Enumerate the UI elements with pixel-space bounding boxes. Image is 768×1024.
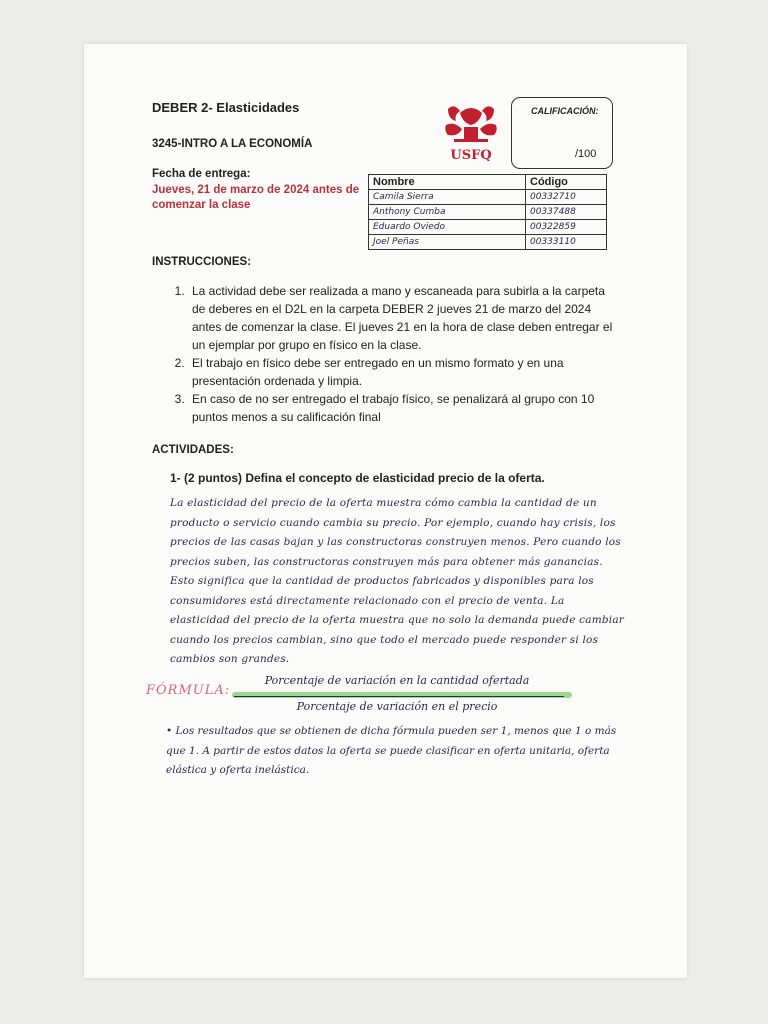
usfq-logo: [440, 103, 502, 167]
formula-label: FÓRMULA:: [146, 683, 231, 698]
student-code: 00322859: [526, 220, 607, 235]
table-row: [369, 220, 607, 235]
activities-heading: ACTIVIDADES:: [152, 444, 234, 456]
student-name: Eduardo Oviedo: [369, 220, 526, 235]
student-name: Anthony Cumba: [369, 205, 526, 220]
fraction-bar: [234, 696, 564, 697]
handwritten-results: • Los resultados que se obtienen de dicha fórmula pueden ser 1, menos que 1 o más que 1. A partir de estos datos la oferta se puede clasificar en oferta unitaria, oferta elástica y oferta inelástica.: [166, 725, 617, 776]
student-roster-table: [368, 174, 607, 250]
table-row: [369, 235, 607, 250]
student-name: Joel Peñas: [369, 235, 526, 250]
due-date-label: Fecha de entrega:: [152, 168, 251, 180]
due-date-value: Jueves, 21 de marzo de 2024 antes de comenzar la clase: [152, 184, 360, 211]
grade-value: /100: [575, 148, 597, 160]
formula-denominator: Porcentaje de variación en el precio: [296, 700, 498, 713]
document-title: DEBER 2- Elasticidades: [152, 100, 300, 115]
student-code: 00333110: [526, 235, 607, 250]
question-1: 1- (2 puntos) Defina el concepto de elasticidad precio de la oferta.: [170, 471, 545, 485]
grade-label: CALIFICACIÓN:: [531, 106, 599, 116]
student-code: 00332710: [526, 190, 607, 205]
table-row: [369, 205, 607, 220]
course-name: 3245-INTRO A LA ECONOMÍA: [152, 138, 313, 150]
header-code: Código: [526, 175, 607, 190]
student-code: 00337488: [526, 205, 607, 220]
instruction-item: 1. La actividad debe ser realizada a mano y escaneada para subirla a la carpeta de deberes en el D2L en la carpeta DEBER 2 jueves 21 de marzo del 2024 antes de comenzar la clase. El jueves 21 en la hora de clase deben entregar el un ejemplar por grupo en físico en la clase.: [188, 282, 618, 354]
header-name: Nombre: [369, 175, 526, 190]
table-row: [369, 190, 607, 205]
instruction-item: 3. En caso de no ser entregado el trabajo físico, se penalizará al grupo con 10 puntos menos a su calificación final: [188, 390, 618, 426]
instructions-heading: INSTRUCCIONES:: [152, 256, 252, 268]
handwritten-answer-1: La elasticidad del precio de la oferta muestra cómo cambia la cantidad de un producto o servicio cuando cambia su precio. Por ejemplo, cuando hay crisis, los precios de las casas bajan y las constructoras construyen menos. Pero cuando los precios suben, las constructoras construyen más para obtener más ganancias. Esto significa que la cantidad de productos fabricados y disponibles para los consumidores está directamente relacionado con el precio de venta. La elasticidad del precio de la oferta muestra que no solo la demanda puede cambiar cuando los precios cambian, sino que todo el mercado puede responder si los cambios son grandes.: [170, 497, 625, 665]
table-header-row: [369, 175, 607, 190]
instructions-list: [168, 282, 618, 426]
student-name: Camila Sierra: [369, 190, 526, 205]
instruction-item: 2. El trabajo en físico debe ser entregado en un mismo formato y en una presentación ordenada y limpia.: [188, 354, 618, 390]
formula-numerator: Porcentaje de variación en la cantidad ofertada: [264, 674, 530, 687]
logo-wordmark: USFQ: [450, 148, 492, 163]
